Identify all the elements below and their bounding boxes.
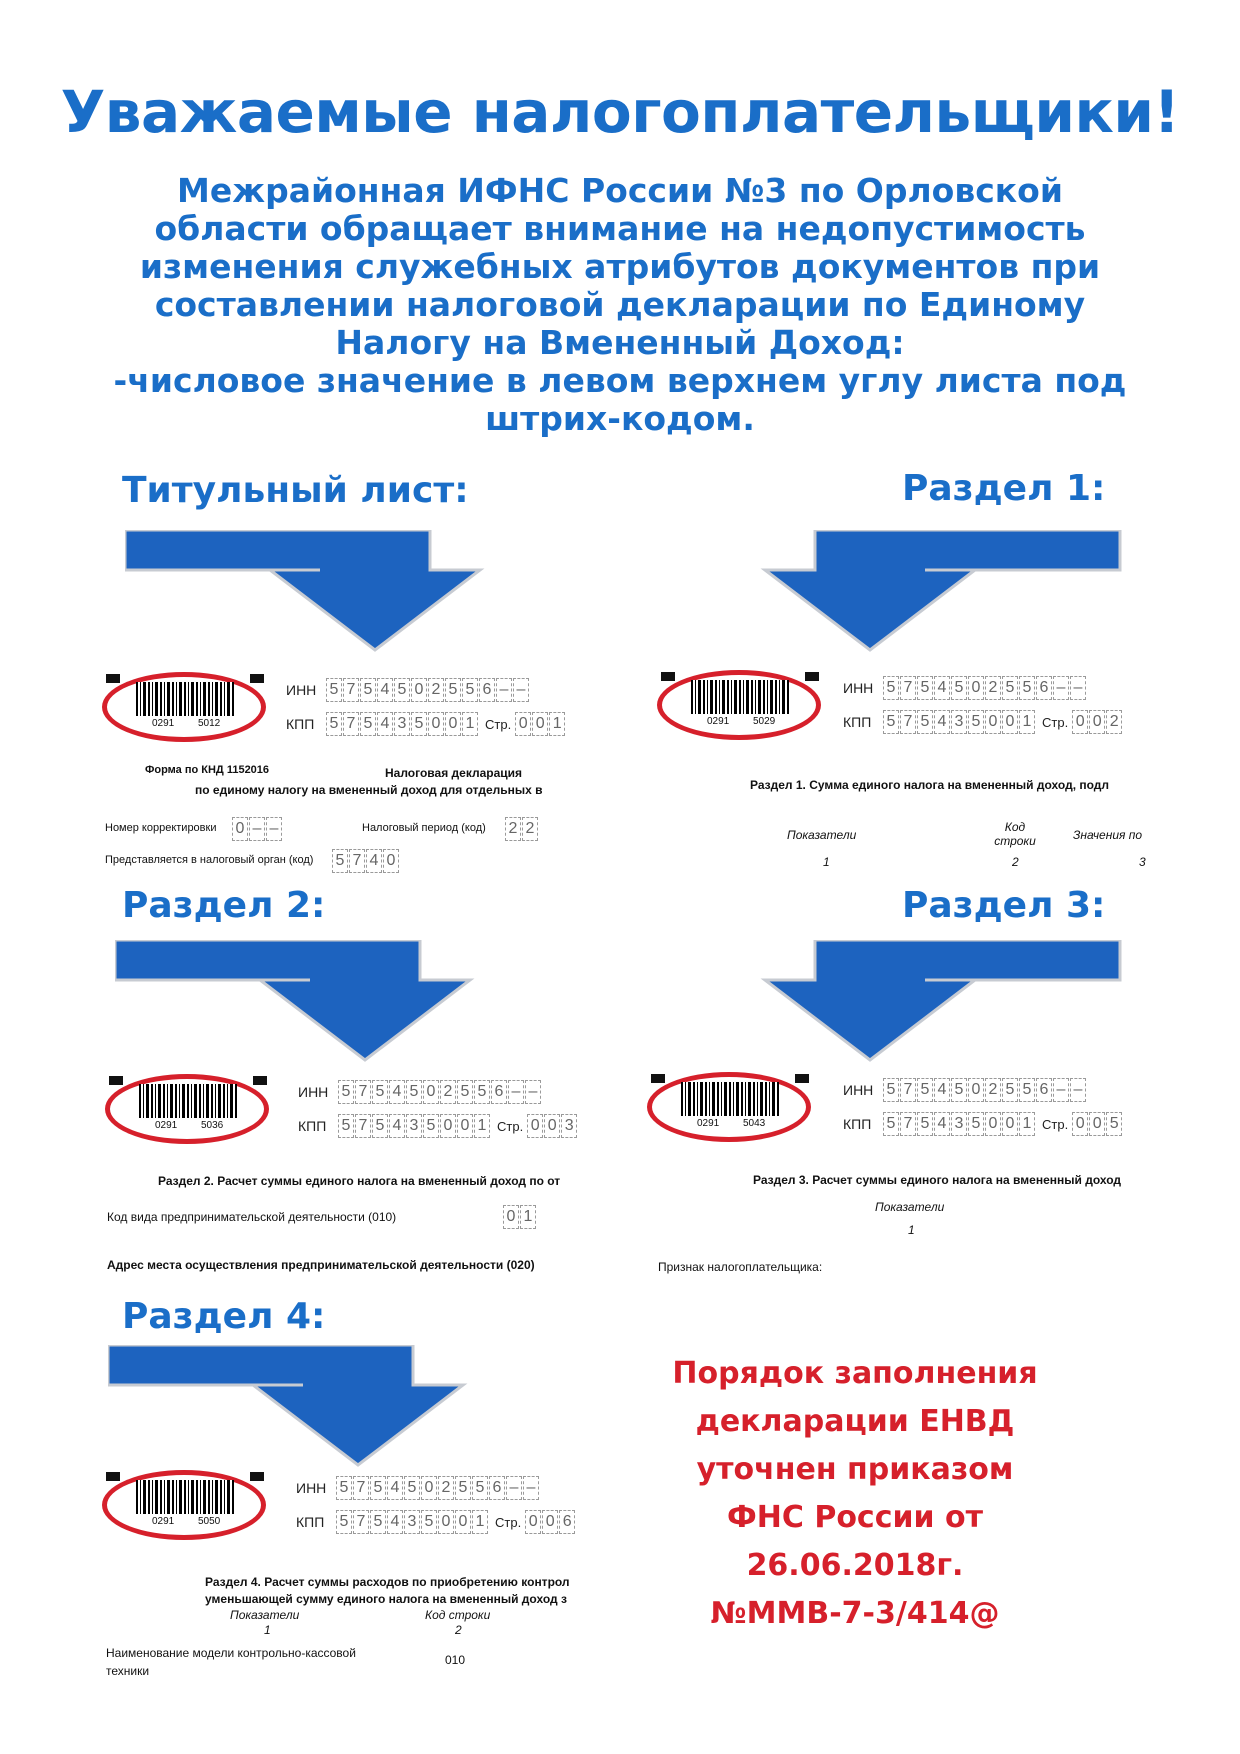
inn-cell: 0 (421, 1476, 437, 1500)
kpp-cell: 1 (474, 1114, 490, 1138)
inn-cell: – (506, 1476, 522, 1500)
page-cell: 0 (1089, 710, 1105, 734)
kpp-row (843, 710, 1123, 734)
form-code-text: Форма по КНД 1152016 (145, 764, 270, 776)
section-heading: Раздел 1. Сумма единого налога на вмененный доход, подл (750, 778, 1110, 792)
inn-cell: 2 (985, 676, 1001, 700)
inn-cell: 6 (489, 1476, 505, 1500)
inn-cell: 4 (387, 1476, 403, 1500)
inn-cell: 4 (389, 1080, 405, 1104)
inn-cell: 5 (360, 678, 376, 702)
inn-row (843, 1078, 1087, 1102)
inn-cell: 5 (455, 1476, 471, 1500)
intro-line: области обращает внимание на недопустимость (154, 209, 1086, 248)
kpp-cell: 7 (355, 1114, 371, 1138)
kpp-cell: 0 (428, 712, 444, 736)
kpp-cell: 5 (883, 1112, 899, 1136)
column-number: 2 (1012, 855, 1019, 869)
corner-marker (109, 1076, 123, 1085)
kpp-cell: 4 (934, 710, 950, 734)
page-cell: 0 (532, 712, 548, 736)
notice-line: Порядок заполнения (672, 1356, 1038, 1391)
correction-cell: 0 (232, 817, 248, 841)
intro-line: изменения служебных атрибутов документов при (139, 247, 1101, 286)
kpp-cell: 5 (917, 710, 933, 734)
inn-row (298, 1080, 542, 1104)
section-label-2: Раздел 2: (122, 885, 326, 926)
intro-line: составлении налоговой декларации по Единому (154, 285, 1086, 324)
kpp-cell: 4 (389, 1114, 405, 1138)
column-number: 3 (1139, 855, 1146, 869)
inn-cell: 5 (1019, 1078, 1035, 1102)
inn-cell: 6 (491, 1080, 507, 1104)
address-label: Адрес места осуществления предпринимательской деятельности (020) (107, 1258, 535, 1272)
inn-cell: 0 (423, 1080, 439, 1104)
declaration-subtitle: по единому налогу на вмененный доход для отдельных в (195, 783, 543, 797)
inn-cell: – (523, 1476, 539, 1500)
barcode-prefix: 0291 (155, 1120, 178, 1131)
inn-label: ИНН (843, 680, 874, 696)
page-cell: 1 (549, 712, 565, 736)
barcode-area (645, 1070, 820, 1155)
page-cell: 0 (544, 1114, 560, 1138)
barcode (139, 1084, 237, 1118)
inn-cell: 5 (457, 1080, 473, 1104)
inn-label: ИНН (286, 682, 317, 698)
inn-cell: 5 (951, 676, 967, 700)
kpp-cell: 0 (1002, 710, 1018, 734)
inn-cell: 5 (338, 1080, 354, 1104)
section-heading-continued: уменьшающей сумму единого налога на вмененный доход з (205, 1592, 567, 1606)
intro-line: Налогу на Вмененный Доход: (335, 323, 905, 362)
kpp-label: КПП (843, 714, 872, 730)
barcode-prefix: 0291 (697, 1118, 720, 1129)
barcode (681, 1082, 779, 1116)
column-number: 1 (908, 1223, 915, 1237)
kpp-cell: 0 (457, 1114, 473, 1138)
kpp-cell: 3 (404, 1510, 420, 1534)
inn-row (843, 676, 1087, 700)
page-cell: 0 (542, 1510, 558, 1534)
section-heading: Раздел 3. Расчет суммы единого налога на вмененный доход (753, 1173, 1122, 1187)
section-heading: Раздел 2. Расчет суммы единого налога на вмененный доход по от (158, 1174, 561, 1188)
inn-cell: 5 (917, 1078, 933, 1102)
page-cell: 0 (1072, 1112, 1088, 1136)
inn-cell: 5 (372, 1080, 388, 1104)
inn-cell: 4 (934, 676, 950, 700)
section-label-3: Раздел 3: (902, 885, 1106, 926)
kpp-cell: 5 (338, 1114, 354, 1138)
barcode-code: 5050 (198, 1516, 221, 1527)
inn-cell: 5 (370, 1476, 386, 1500)
column-header: Значения по (1073, 828, 1143, 842)
kpp-cell: 1 (1019, 710, 1035, 734)
inn-label: ИНН (843, 1082, 874, 1098)
kpp-cell: 5 (917, 1112, 933, 1136)
page-cell: 6 (559, 1510, 575, 1534)
column-number: 2 (455, 1623, 462, 1637)
page-cell: 0 (1072, 710, 1088, 734)
kpp-label: КПП (843, 1116, 872, 1132)
inn-cell: 0 (411, 678, 427, 702)
page-cell: 2 (1106, 710, 1122, 734)
kpp-cell: 5 (968, 1112, 984, 1136)
column-header: Показатели (787, 828, 857, 842)
kpp-cell: 7 (343, 712, 359, 736)
inn-cell: 7 (355, 1080, 371, 1104)
inn-cell: 0 (968, 1078, 984, 1102)
authority-label: Представляется в налоговый орган (код) (105, 854, 314, 866)
kpp-cell: 5 (336, 1510, 352, 1534)
kpp-cell: 0 (985, 1112, 1001, 1136)
kpp-cell: 7 (900, 710, 916, 734)
inn-cell: – (496, 678, 512, 702)
kpp-row (298, 1114, 578, 1138)
inn-cell: – (513, 678, 529, 702)
inn-cell: – (1070, 676, 1086, 700)
section-label-title: Титульный лист: (122, 470, 469, 511)
kpp-cell: 4 (377, 712, 393, 736)
intro-line: Межрайонная ИФНС России №3 по Орловской (177, 171, 1063, 210)
kpp-row (296, 1510, 576, 1534)
kpp-label: КПП (286, 716, 315, 732)
corner-marker (106, 674, 120, 683)
barcode (691, 680, 789, 714)
kpp-cell: 5 (883, 710, 899, 734)
inn-label: ИНН (298, 1084, 329, 1100)
page-cell: 5 (1106, 1112, 1122, 1136)
correction-cell: – (249, 817, 265, 841)
barcode-code: 5043 (743, 1118, 766, 1129)
authority-cell: 4 (366, 849, 382, 873)
column-number: 1 (823, 855, 830, 869)
page-label: Стр. (485, 716, 512, 732)
inn-cell: 7 (353, 1476, 369, 1500)
column-header: Код строки (994, 820, 1036, 848)
inn-cell: 7 (343, 678, 359, 702)
page-title: Уважаемые налогоплательщики! (60, 78, 1180, 146)
taxpayer-sign-label: Признак налогоплательщика: (658, 1260, 823, 1274)
corner-marker (661, 672, 675, 681)
inn-cell: 7 (900, 676, 916, 700)
inn-cell: 2 (428, 678, 444, 702)
register-model-label: Наименование модели контрольно-кассовой (106, 1646, 356, 1660)
kpp-cell: 4 (387, 1510, 403, 1534)
inn-cell: 5 (1002, 1078, 1018, 1102)
order-notice (620, 1350, 1090, 1638)
column-number: 1 (264, 1623, 271, 1637)
page-label: Стр. (1042, 714, 1069, 730)
authority-cell: 5 (332, 849, 348, 873)
notice-line: №ММВ-7-3/414@ (710, 1596, 1000, 1631)
kpp-cell: 5 (326, 712, 342, 736)
authority-cells (332, 849, 400, 873)
kpp-cell: 1 (1019, 1112, 1035, 1136)
activity-cells (503, 1205, 537, 1229)
inn-cell: – (1070, 1078, 1086, 1102)
corner-marker (805, 672, 819, 681)
section-heading: Раздел 4. Расчет суммы расходов по приобретению контрол (205, 1575, 570, 1589)
kpp-cell: 5 (968, 710, 984, 734)
inn-row (286, 678, 530, 702)
kpp-cell: 3 (406, 1114, 422, 1138)
correction-cells (232, 817, 283, 841)
page-label: Стр. (497, 1118, 524, 1134)
activity-cell: 1 (520, 1205, 536, 1229)
barcode-prefix: 0291 (707, 716, 730, 727)
barcode-area (655, 668, 830, 753)
kpp-cell: 4 (934, 1112, 950, 1136)
inn-cell: 5 (445, 678, 461, 702)
inn-cell: 7 (900, 1078, 916, 1102)
barcode-code: 5036 (201, 1120, 224, 1131)
period-cell: 2 (505, 817, 521, 841)
page-cell: 0 (1089, 1112, 1105, 1136)
kpp-cell: 5 (370, 1510, 386, 1534)
inn-cell: – (1053, 676, 1069, 700)
authority-cell: 7 (349, 849, 365, 873)
corner-marker (253, 1076, 267, 1085)
kpp-cell: 3 (951, 710, 967, 734)
kpp-cell: 5 (421, 1510, 437, 1534)
kpp-cell: 0 (438, 1510, 454, 1534)
inn-cell: 5 (1019, 676, 1035, 700)
barcode-code: 5012 (198, 718, 221, 729)
inn-cell: – (525, 1080, 541, 1104)
page-cell: 0 (525, 1510, 541, 1534)
kpp-label: КПП (296, 1514, 325, 1530)
page-cell: 0 (527, 1114, 543, 1138)
barcode-area (100, 1468, 275, 1553)
arrow-down-right-icon (108, 1345, 468, 1470)
kpp-cell: 3 (394, 712, 410, 736)
form-block-section-2 (103, 1072, 623, 1282)
inn-cell: 5 (951, 1078, 967, 1102)
column-header: Код строки (425, 1608, 491, 1622)
inn-cell: 5 (1002, 676, 1018, 700)
inn-cell: 5 (474, 1080, 490, 1104)
barcode-area (103, 1072, 278, 1157)
barcode-prefix: 0291 (152, 1516, 175, 1527)
activity-code-label: Код вида предпринимательской деятельности (010) (107, 1210, 397, 1224)
intro-text (80, 172, 1160, 438)
form-block-title-page (100, 670, 620, 880)
kpp-row (286, 712, 566, 736)
corner-marker (651, 1074, 665, 1083)
corner-marker (106, 1472, 120, 1481)
inn-cell: 5 (917, 676, 933, 700)
kpp-cell: 7 (900, 1112, 916, 1136)
inn-cell: – (1053, 1078, 1069, 1102)
inn-cell: 0 (968, 676, 984, 700)
page-label: Стр. (1042, 1116, 1069, 1132)
kpp-cell: 5 (423, 1114, 439, 1138)
intro-line: штрих-кодом. (485, 399, 755, 438)
inn-cell: 5 (462, 678, 478, 702)
column-header: Показатели (230, 1608, 300, 1622)
notice-line: уточнен приказом (696, 1452, 1014, 1487)
barcode-prefix: 0291 (152, 718, 175, 729)
column-header: Показатели (875, 1200, 945, 1214)
line-code: 010 (445, 1653, 466, 1667)
corner-marker (250, 674, 264, 683)
inn-cell: 2 (440, 1080, 456, 1104)
inn-cell: – (508, 1080, 524, 1104)
inn-cell: 4 (377, 678, 393, 702)
arrow-down-right-icon (115, 940, 475, 1065)
kpp-cell: 5 (411, 712, 427, 736)
kpp-cell: 0 (1002, 1112, 1018, 1136)
kpp-cell: 0 (440, 1114, 456, 1138)
form-block-section-1 (655, 668, 1155, 878)
period-cells (505, 817, 539, 841)
intro-line: -числовое значение в левом верхнем углу листа под (113, 361, 1127, 400)
arrow-down-right-icon (125, 530, 485, 655)
inn-cell: 5 (404, 1476, 420, 1500)
inn-cell: 5 (326, 678, 342, 702)
inn-cell: 6 (1036, 1078, 1052, 1102)
kpp-cell: 1 (472, 1510, 488, 1534)
section-label-1: Раздел 1: (902, 468, 1106, 509)
activity-cell: 0 (503, 1205, 519, 1229)
register-model-label-continued: техники (106, 1664, 150, 1678)
declaration-title: Налоговая декларация (385, 766, 523, 780)
period-cell: 2 (522, 817, 538, 841)
form-block-section-3 (645, 1070, 1155, 1280)
inn-cell: 5 (883, 676, 899, 700)
correction-label: Номер корректировки (105, 822, 217, 834)
page-cell: 0 (515, 712, 531, 736)
inn-cell: 2 (985, 1078, 1001, 1102)
inn-cell: 4 (934, 1078, 950, 1102)
kpp-cell: 5 (360, 712, 376, 736)
kpp-cell: 1 (462, 712, 478, 736)
section-label-4: Раздел 4: (122, 1296, 326, 1337)
kpp-cell: 5 (372, 1114, 388, 1138)
inn-cell: 2 (438, 1476, 454, 1500)
form-block-section-4 (100, 1468, 620, 1698)
kpp-cell: 0 (985, 710, 1001, 734)
inn-label: ИНН (296, 1480, 327, 1496)
inn-cell: 5 (472, 1476, 488, 1500)
authority-cell: 0 (383, 849, 399, 873)
barcode-area (100, 670, 275, 755)
inn-cell: 6 (479, 678, 495, 702)
barcode-code: 5029 (753, 716, 776, 727)
inn-cell: 5 (406, 1080, 422, 1104)
kpp-cell: 7 (353, 1510, 369, 1534)
page-cell: 3 (561, 1114, 577, 1138)
corner-marker (250, 1472, 264, 1481)
correction-cell: – (266, 817, 282, 841)
inn-row (296, 1476, 540, 1500)
inn-cell: 6 (1036, 676, 1052, 700)
corner-marker (795, 1074, 809, 1083)
kpp-cell: 3 (951, 1112, 967, 1136)
barcode (136, 682, 234, 716)
arrow-down-left-icon (760, 530, 1125, 655)
inn-cell: 5 (394, 678, 410, 702)
kpp-label: КПП (298, 1118, 327, 1134)
kpp-cell: 0 (455, 1510, 471, 1534)
kpp-row (843, 1112, 1123, 1136)
page-label: Стр. (495, 1514, 522, 1530)
inn-cell: 5 (883, 1078, 899, 1102)
kpp-cell: 0 (445, 712, 461, 736)
barcode (136, 1480, 234, 1514)
inn-cell: 5 (336, 1476, 352, 1500)
notice-line: ФНС России от 26.06.2018г. (727, 1500, 983, 1583)
arrow-down-left-icon (760, 940, 1125, 1065)
notice-line: декларации ЕНВД (695, 1404, 1015, 1439)
period-label: Налоговый период (код) (362, 822, 486, 834)
